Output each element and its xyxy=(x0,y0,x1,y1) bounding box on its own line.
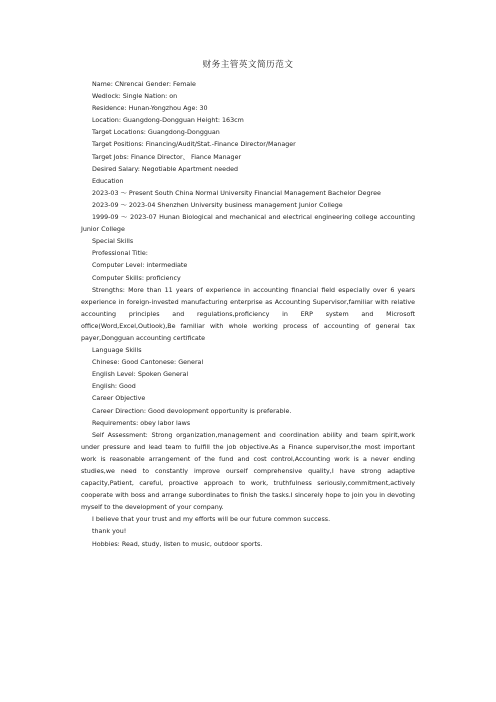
paragraph-target-jobs: Target Jobs: Finance Director、 Fiance Manager xyxy=(92,153,242,161)
paragraph-education-1: 2023-03 ～ Present South China Normal University Financial Management Bachelor Degree xyxy=(92,189,381,197)
document-title: 财务主管英文简历范文 xyxy=(202,60,294,70)
paragraph-belief: I believe that your trust and my efforts will be our future common success. xyxy=(92,516,331,524)
section-heading-career-objective: Career Objective xyxy=(92,395,146,403)
paragraph-hobbies: Hobbies: Read, study, listen to music, outdoor sports. xyxy=(92,540,263,548)
paragraph-self-assessment: Self Assessment: Strong organization,management and coordination ability and team spirit,work under pressure and lead team to fulfill the job objective.As a Finance supervisor,the most important work is reasonable arrangement of the fund and cost control,Accounting work is a never ending studies,we need to constantly improve ourself comprehensive quality,I have strong adaptive capacity,Patient, careful, proactive approach to work, truthfulness seriously,commitment,actively cooperate with boss and arrange subordinates to finish the tasks.I sincerely hope to join you in devoting myself to the development of your company. xyxy=(81,431,415,512)
paragraph-target-locations: Target Locations: Guangdong-Dongguan xyxy=(92,129,220,137)
paragraph-chinese: Chinese: Good Cantonese: General xyxy=(92,359,204,367)
paragraph-wedlock-nation: Wedlock: Single Nation: on xyxy=(92,93,178,101)
section-heading-education: Education xyxy=(92,177,124,185)
section-heading-language-skills: Language Skills xyxy=(92,347,142,355)
paragraph-computer-skills: Computer Skills: proficiency xyxy=(92,274,181,282)
paragraph-education-2: 2023-09 ～ 2023-04 Shenzhen University business management Junior College xyxy=(92,201,343,209)
paragraph-residence-age: Residence: Hunan-Yongzhou Age: 30 xyxy=(92,105,208,113)
section-heading-special-skills: Special Skills xyxy=(92,238,134,246)
paragraph-english: English: Good xyxy=(92,383,136,391)
paragraph-thank-you: thank you! xyxy=(92,528,127,536)
paragraph-career-direction: Career Direction: Good devolopment opportunity is preferable. xyxy=(92,407,292,415)
paragraph-requirements: Requirements: obey labor laws xyxy=(92,419,191,427)
paragraph-desired-salary: Desired Salary: Negotiable Apartment needed xyxy=(92,165,239,173)
paragraph-strengths: Strengths: More than 11 years of experience in accounting financial field especially over 6 years experience in foreign-invested manufacturing enterprise as Accounting Supervisor,familiar with relative accounting principles and regulations,proficiency in ERP system and Microsoft office(Word,Excel,Outlook),Be familiar with whole working process of accounting of general tax payer,Dongguan accounting certificate xyxy=(81,286,415,342)
paragraph-education-3: 1999-09 ～ 2023-07 Hunan Biological and mechanical and electrical engineering college accounting Junior College xyxy=(81,214,415,234)
paragraph-professional-title: Professional Title: xyxy=(92,250,148,258)
paragraph-english-level: English Level: Spoken General xyxy=(92,371,189,379)
paragraph-target-positions: Target Positions: Financing/Audit/Stat.-Finance Director/Manager xyxy=(92,141,296,149)
paragraph-location-height: Location: Guangdong-Dongguan Height: 163cm xyxy=(92,117,244,125)
paragraph-name-gender: Name: CNrencai Gender: Female xyxy=(92,81,196,88)
paragraph-computer-level: Computer Level: intermediate xyxy=(92,262,188,270)
